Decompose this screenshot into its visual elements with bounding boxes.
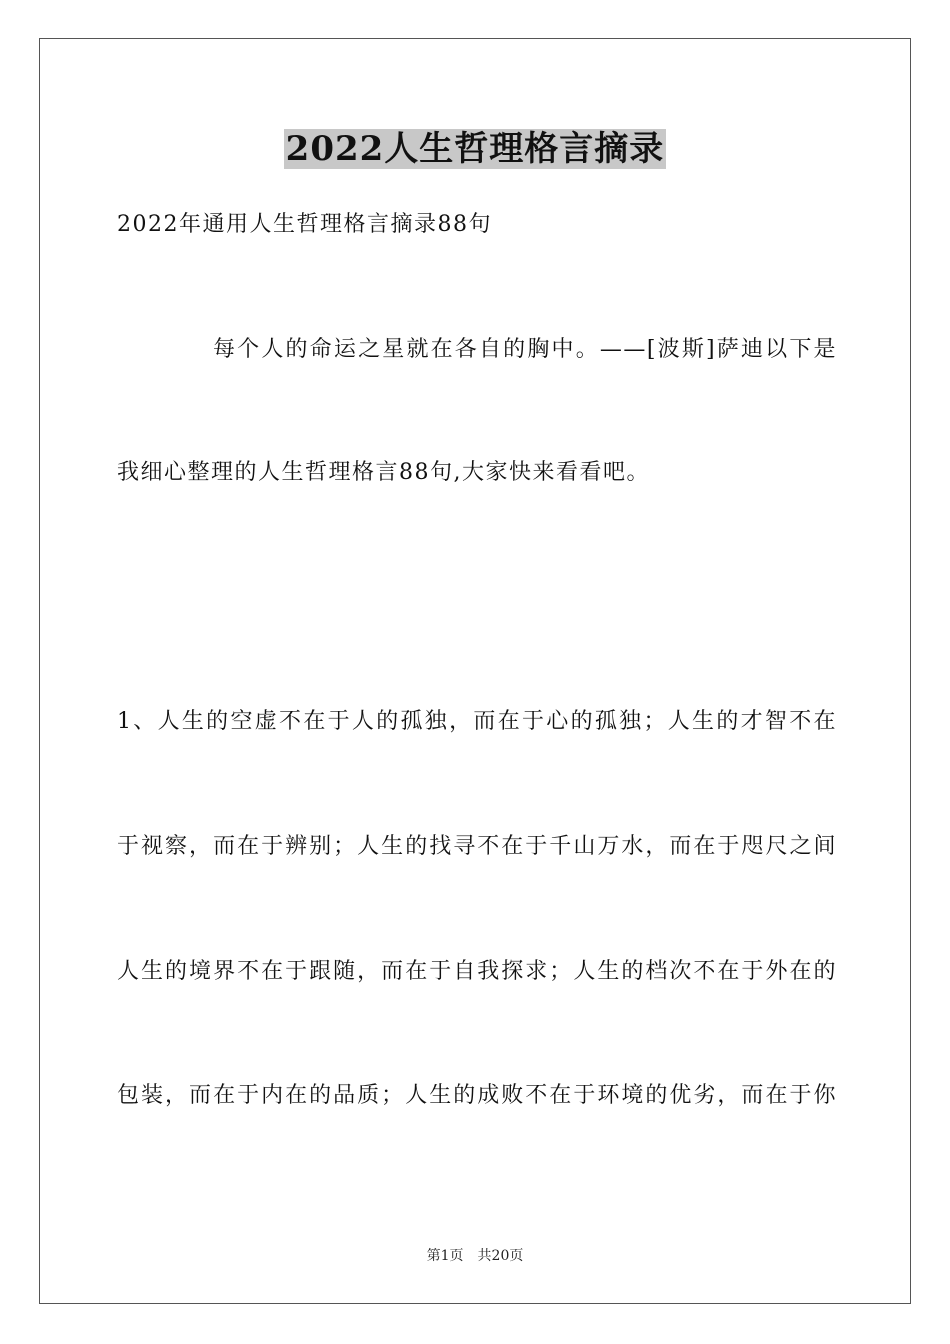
page-footer — [0, 1246, 950, 1266]
paragraph-line: 包装，而在于内在的品质；人生的成败不在于环境的优劣，而在于你 — [117, 1083, 837, 1108]
document-title-text: 2022人生哲理格言摘录 — [285, 129, 665, 169]
paragraph-line: 1、人生的空虚不在于人的孤独，而在于心的孤独；人生的才智不在 — [117, 709, 837, 734]
page-number: 第1页 — [426, 1248, 464, 1264]
paragraph-line: 人生的境界不在于跟随，而在于自我探求；人生的档次不在于外在的 — [117, 959, 837, 984]
document-title — [0, 124, 950, 174]
document-subtitle: 2022年通用人生哲理格言摘录88句 — [117, 212, 492, 237]
paragraph-line: 我细心整理的人生哲理格言88句,大家快来看看吧。 — [117, 460, 650, 485]
page-total: 共20页 — [477, 1248, 524, 1264]
paragraph-line: 每个人的命运之星就在各自的胸中。——[波斯]萨迪以下是 — [213, 337, 837, 362]
paragraph-line: 于视察，而在于辨别；人生的找寻不在于千山万水，而在于咫尺之间 — [117, 834, 837, 859]
